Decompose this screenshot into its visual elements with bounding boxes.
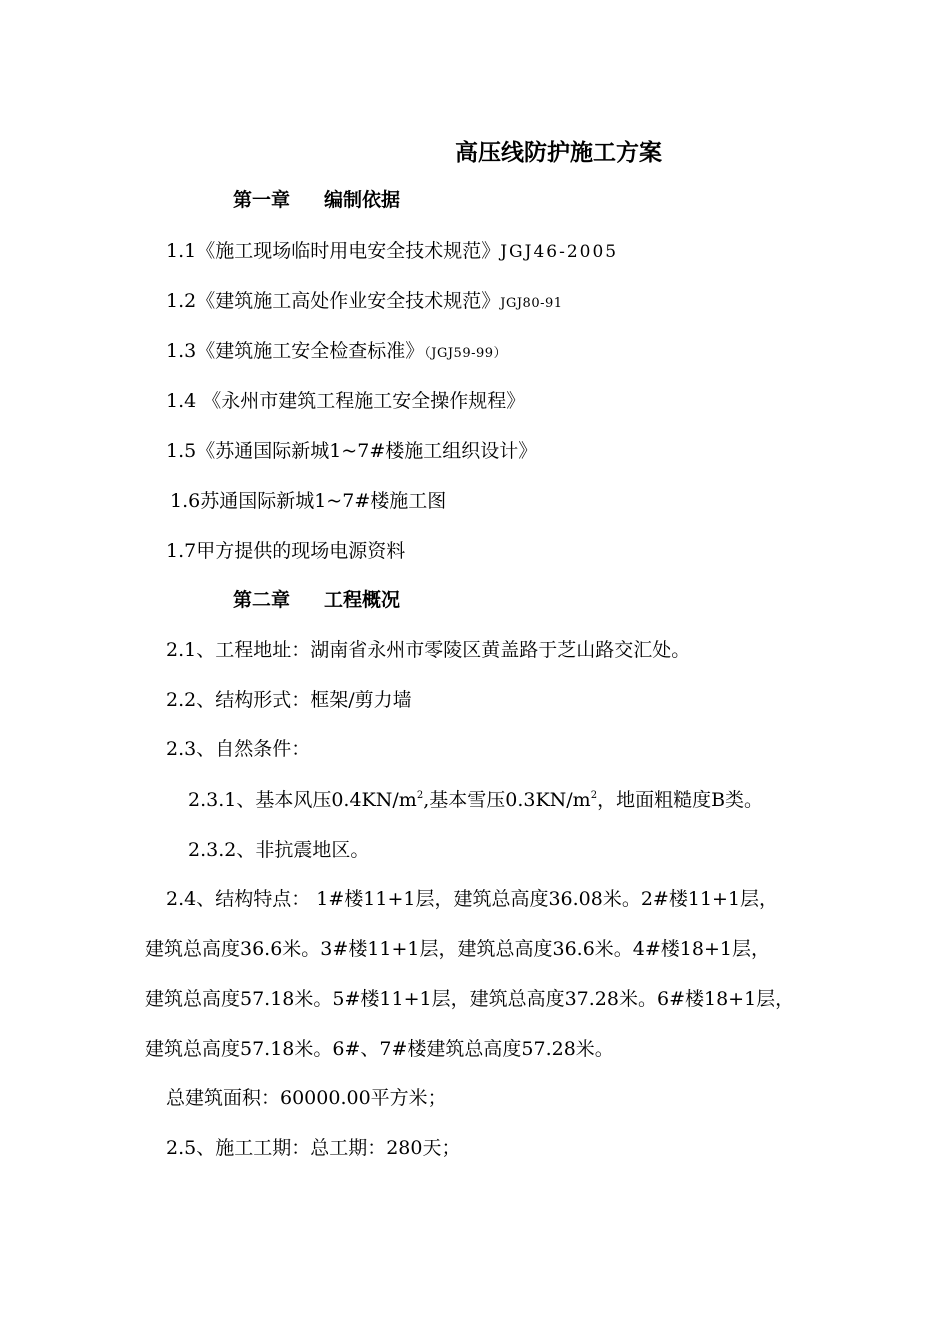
basis-item-code: （JGJ59-99） bbox=[424, 346, 508, 361]
basis-item-6 bbox=[170, 489, 446, 513]
chapter-2-number: 第二章 bbox=[233, 589, 291, 611]
chapter-2-heading bbox=[233, 588, 400, 612]
superscript: 2 bbox=[416, 790, 424, 801]
overview-wind-snow bbox=[188, 788, 763, 812]
chapter-1-heading bbox=[233, 188, 400, 212]
basis-item-number: 1.4 bbox=[166, 390, 197, 412]
overview-seismic: 2.3.2、非抗震地区。 bbox=[188, 839, 370, 861]
basis-item-5 bbox=[166, 439, 537, 463]
basis-item-number: 1.1 bbox=[166, 240, 197, 262]
basis-item-text: 《施工现场临时用电安全技术规范》 bbox=[196, 240, 501, 262]
overview-structure: 2.2、结构形式：框架/剪力墙 bbox=[166, 689, 412, 711]
basis-item-2 bbox=[166, 289, 563, 316]
overview-features-line-4: 建筑总高度57.18米。6#、7#楼建筑总高度57.28米。 bbox=[145, 1038, 614, 1060]
overview-period: 2.5、施工工期：总工期：280天； bbox=[166, 1137, 461, 1159]
basis-item-text: 甲方提供的现场电源资料 bbox=[196, 540, 406, 562]
basis-item-3 bbox=[166, 339, 507, 366]
overview-features-line-2: 建筑总高度36.6米。3#楼11+1层，建筑总高度36.6米。4#楼18+1层， bbox=[145, 938, 770, 960]
basis-item-7 bbox=[166, 539, 405, 563]
basis-item-4 bbox=[166, 389, 525, 413]
chapter-1-name: 编制依据 bbox=[324, 189, 401, 211]
superscript: 2 bbox=[590, 790, 598, 801]
overview-address: 2.1、工程地址：湖南省永州市零陵区黄盖路于芝山路交汇处。 bbox=[166, 639, 691, 661]
basis-item-text: 苏通国际新城1~7#楼施工图 bbox=[200, 490, 447, 512]
basis-item-number: 1.7 bbox=[166, 540, 197, 562]
basis-item-number: 1.6 bbox=[170, 490, 201, 512]
chapter-2-name: 工程概况 bbox=[324, 589, 401, 611]
chapter-1-number: 第一章 bbox=[233, 189, 291, 211]
overview-features-line-1: 2.4、结构特点： 1#楼11+1层，建筑总高度36.08米。2#楼11+1层， bbox=[166, 888, 779, 910]
basis-item-number: 1.5 bbox=[166, 440, 197, 462]
overview-features-line-3: 建筑总高度57.18米。5#楼11+1层，建筑总高度37.28米。6#楼18+1层， bbox=[145, 988, 795, 1010]
basis-item-code: JGJ46-2005 bbox=[500, 242, 619, 262]
basis-item-number: 1.3 bbox=[166, 340, 197, 362]
snow-pressure-text: ,基本雪压0.3KN/m bbox=[423, 789, 591, 811]
basis-item-text: 《建筑施工安全检查标准》 bbox=[196, 340, 425, 362]
basis-item-1 bbox=[166, 239, 618, 264]
basis-item-text: 《苏通国际新城1~7#楼施工组织设计》 bbox=[196, 440, 538, 462]
basis-item-code: JGJ80-91 bbox=[500, 296, 563, 311]
basis-item-text: 《永州市建筑工程施工安全操作规程》 bbox=[196, 390, 526, 412]
basis-item-text: 《建筑施工高处作业安全技术规范》 bbox=[196, 290, 501, 312]
overview-natural: 2.3、自然条件： bbox=[166, 738, 311, 760]
document-title: 高压线防护施工方案 bbox=[455, 140, 662, 166]
roughness-text: ，地面粗糙度B类。 bbox=[597, 789, 764, 811]
basis-item-number: 1.2 bbox=[166, 290, 197, 312]
wind-pressure-text: 2.3.1、基本风压0.4KN/m bbox=[188, 789, 417, 811]
overview-area: 总建筑面积：60000.00平方米； bbox=[166, 1087, 447, 1109]
